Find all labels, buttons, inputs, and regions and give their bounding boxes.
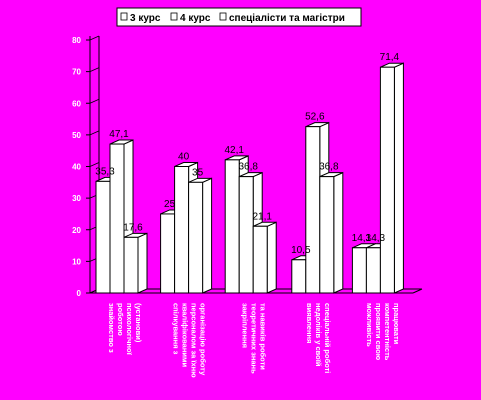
category-label-line: організацію роботу xyxy=(198,303,208,376)
category-label-line: психологічної xyxy=(124,303,134,355)
bar xyxy=(380,67,394,293)
y-tick-label: 50 xyxy=(72,130,81,140)
bar xyxy=(189,182,203,293)
bar xyxy=(306,127,320,293)
y-tick-label: 10 xyxy=(72,257,81,267)
data-label: 36,8 xyxy=(319,161,339,173)
category-label xyxy=(107,303,143,356)
data-label: 21,1 xyxy=(252,211,272,223)
y-tick-label: 30 xyxy=(72,194,81,204)
bar xyxy=(175,167,189,294)
y-tick-label: 0 xyxy=(76,289,81,298)
category-label-line: (установи) xyxy=(133,303,143,343)
category-label-line: закріплення xyxy=(240,303,250,349)
data-label: 52,6 xyxy=(305,111,325,123)
category-label-line: кваліфікованими xyxy=(180,303,190,368)
category-label-line: можливість xyxy=(365,303,375,347)
y-tick-label: 60 xyxy=(72,99,81,109)
category-label-line: знайомство з xyxy=(106,303,116,353)
bar xyxy=(320,177,334,293)
data-label: 40 xyxy=(178,151,190,163)
category-label-line: та навиків роботи xyxy=(258,303,268,370)
bar-side xyxy=(138,233,147,293)
bar xyxy=(161,214,175,293)
wall-tick-line xyxy=(90,131,99,135)
bar-side xyxy=(334,173,343,293)
category-label xyxy=(305,303,332,373)
category-label xyxy=(365,303,401,361)
category-label xyxy=(171,303,207,378)
data-label: 42,1 xyxy=(224,144,244,156)
legend-label: 4 курс xyxy=(180,13,211,24)
legend-swatch xyxy=(171,13,177,20)
y-tick-label: 80 xyxy=(72,36,81,45)
bar-side xyxy=(267,222,276,293)
data-label: 25 xyxy=(164,198,176,210)
legend-swatch xyxy=(220,13,226,20)
bar xyxy=(253,226,267,293)
bar xyxy=(366,248,380,293)
category-label-line: роботою xyxy=(115,303,125,336)
bar xyxy=(239,177,253,293)
category-label-line: спілкування з xyxy=(171,303,181,355)
wall-tick-line xyxy=(90,36,99,40)
category-label-line: компетентність xyxy=(383,303,393,361)
data-label: 14,3 xyxy=(351,232,372,244)
y-tick-label: 20 xyxy=(72,225,81,235)
category-label-line: недоліків у своїй xyxy=(314,303,324,367)
bar xyxy=(225,160,239,293)
y-tick-label: 40 xyxy=(72,162,81,172)
data-label: 14,3 xyxy=(365,232,386,244)
category-label-line: проявити свою xyxy=(374,303,384,361)
legend-label: спеціалісти та магістри xyxy=(229,13,345,24)
bar xyxy=(352,248,366,293)
data-label: 35,3 xyxy=(95,166,115,178)
y-tick-label: 70 xyxy=(72,67,81,77)
category-label-line: працювати xyxy=(392,303,402,345)
data-label: 10,5 xyxy=(291,244,311,256)
category-label xyxy=(241,303,268,374)
data-label: 71,4 xyxy=(379,52,400,64)
legend xyxy=(117,8,361,26)
category-label-line: теоретичних знань xyxy=(249,303,259,374)
category-label-line: спеціальній роботі xyxy=(323,303,333,374)
chart-bars xyxy=(96,63,403,293)
chart-category-labels xyxy=(107,303,401,378)
category-label-line: персоналом за їхню xyxy=(189,303,199,378)
data-label: 35 xyxy=(192,167,204,179)
legend-label: 3 курс xyxy=(130,13,161,24)
wall-tick-line xyxy=(90,99,99,103)
data-label: 47,1 xyxy=(109,129,129,141)
category-label-line: виявлення xyxy=(305,303,315,344)
legend-swatch xyxy=(121,13,127,20)
bar-side xyxy=(203,178,212,293)
data-label: 17,6 xyxy=(123,222,143,234)
data-label: 36,8 xyxy=(238,161,258,173)
wall-tick-line xyxy=(90,68,99,72)
floor-right-edge-line xyxy=(413,289,422,293)
bar xyxy=(292,260,306,293)
bar xyxy=(124,237,138,293)
bar-side xyxy=(394,63,403,293)
bar xyxy=(96,181,110,293)
